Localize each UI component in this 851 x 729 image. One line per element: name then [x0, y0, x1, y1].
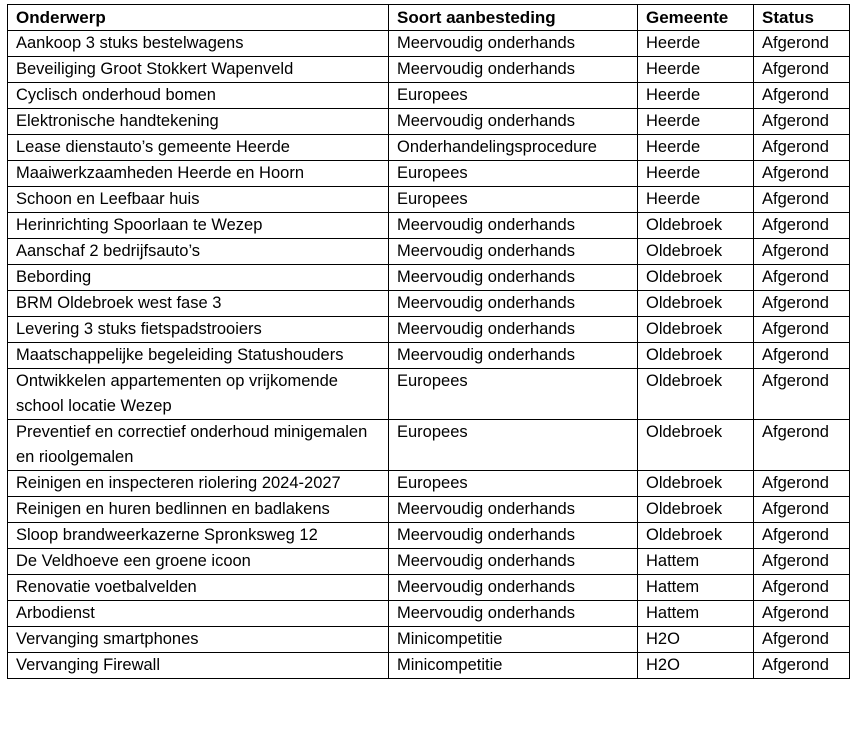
- cell-status: Afgerond: [754, 549, 850, 575]
- table-row: [8, 317, 850, 343]
- cell-status: Afgerond: [754, 575, 850, 601]
- table-row: [8, 601, 850, 627]
- cell-status: Afgerond: [754, 420, 850, 471]
- table-row: [8, 343, 850, 369]
- cell-soort-aanbesteding: Meervoudig onderhands: [389, 291, 638, 317]
- cell-status: Afgerond: [754, 187, 850, 213]
- table-header: [8, 5, 850, 31]
- cell-soort-aanbesteding: Meervoudig onderhands: [389, 575, 638, 601]
- cell-onderwerp: Renovatie voetbalvelden: [8, 575, 389, 601]
- cell-status: Afgerond: [754, 135, 850, 161]
- cell-onderwerp: Vervanging Firewall: [8, 653, 389, 679]
- cell-soort-aanbesteding: Europees: [389, 369, 638, 420]
- table-row: [8, 109, 850, 135]
- table-header-row: [8, 5, 850, 31]
- table-row: [8, 653, 850, 679]
- cell-status: Afgerond: [754, 83, 850, 109]
- table-row: [8, 627, 850, 653]
- cell-gemeente: Hattem: [638, 575, 754, 601]
- table-row: [8, 471, 850, 497]
- cell-gemeente: Oldebroek: [638, 523, 754, 549]
- cell-onderwerp: Beveiliging Groot Stokkert Wapenveld: [8, 57, 389, 83]
- cell-status: Afgerond: [754, 471, 850, 497]
- cell-onderwerp: Bebording: [8, 265, 389, 291]
- cell-gemeente: Oldebroek: [638, 291, 754, 317]
- table-row: [8, 549, 850, 575]
- cell-onderwerp: Lease dienstauto’s gemeente Heerde: [8, 135, 389, 161]
- cell-onderwerp: Reinigen en huren bedlinnen en badlakens: [8, 497, 389, 523]
- cell-status: Afgerond: [754, 523, 850, 549]
- cell-soort-aanbesteding: Meervoudig onderhands: [389, 213, 638, 239]
- cell-gemeente: Oldebroek: [638, 213, 754, 239]
- cell-soort-aanbesteding: Europees: [389, 83, 638, 109]
- cell-gemeente: Oldebroek: [638, 265, 754, 291]
- cell-onderwerp: Schoon en Leefbaar huis: [8, 187, 389, 213]
- cell-gemeente: Oldebroek: [638, 497, 754, 523]
- cell-onderwerp: Cyclisch onderhoud bomen: [8, 83, 389, 109]
- cell-status: Afgerond: [754, 161, 850, 187]
- cell-onderwerp: Levering 3 stuks fietspadstrooiers: [8, 317, 389, 343]
- cell-gemeente: H2O: [638, 627, 754, 653]
- cell-onderwerp: De Veldhoeve een groene icoon: [8, 549, 389, 575]
- cell-soort-aanbesteding: Onderhandelingsprocedure: [389, 135, 638, 161]
- table-row: [8, 239, 850, 265]
- table-row: [8, 291, 850, 317]
- cell-gemeente: Hattem: [638, 601, 754, 627]
- cell-status: Afgerond: [754, 239, 850, 265]
- cell-onderwerp: Arbodienst: [8, 601, 389, 627]
- cell-soort-aanbesteding: Meervoudig onderhands: [389, 343, 638, 369]
- cell-soort-aanbesteding: Meervoudig onderhands: [389, 601, 638, 627]
- table-row: [8, 420, 850, 471]
- cell-status: Afgerond: [754, 291, 850, 317]
- cell-soort-aanbesteding: Minicompetitie: [389, 653, 638, 679]
- cell-soort-aanbesteding: Minicompetitie: [389, 627, 638, 653]
- cell-soort-aanbesteding: Meervoudig onderhands: [389, 523, 638, 549]
- table-row: [8, 83, 850, 109]
- cell-gemeente: Heerde: [638, 187, 754, 213]
- cell-gemeente: Heerde: [638, 31, 754, 57]
- cell-status: Afgerond: [754, 369, 850, 420]
- cell-soort-aanbesteding: Meervoudig onderhands: [389, 57, 638, 83]
- cell-onderwerp: Ontwikkelen appartementen op vrijkomende school locatie Wezep: [8, 369, 389, 420]
- table-row: [8, 497, 850, 523]
- table-row: [8, 369, 850, 420]
- cell-onderwerp: BRM Oldebroek west fase 3: [8, 291, 389, 317]
- cell-status: Afgerond: [754, 109, 850, 135]
- cell-status: Afgerond: [754, 343, 850, 369]
- cell-onderwerp: Maatschappelijke begeleiding Statushouders: [8, 343, 389, 369]
- cell-gemeente: H2O: [638, 653, 754, 679]
- cell-gemeente: Oldebroek: [638, 239, 754, 265]
- cell-soort-aanbesteding: Meervoudig onderhands: [389, 265, 638, 291]
- cell-soort-aanbesteding: Meervoudig onderhands: [389, 109, 638, 135]
- table-row: [8, 265, 850, 291]
- cell-gemeente: Heerde: [638, 135, 754, 161]
- cell-onderwerp: Aanschaf 2 bedrijfsauto’s: [8, 239, 389, 265]
- cell-gemeente: Oldebroek: [638, 420, 754, 471]
- cell-gemeente: Heerde: [638, 83, 754, 109]
- cell-onderwerp: Maaiwerkzaamheden Heerde en Hoorn: [8, 161, 389, 187]
- cell-gemeente: Heerde: [638, 109, 754, 135]
- header-gemeente: Gemeente: [638, 5, 754, 31]
- cell-status: Afgerond: [754, 31, 850, 57]
- header-soort-aanbesteding: Soort aanbesteding: [389, 5, 638, 31]
- cell-status: Afgerond: [754, 653, 850, 679]
- cell-soort-aanbesteding: Europees: [389, 471, 638, 497]
- table-row: [8, 575, 850, 601]
- table-row: [8, 523, 850, 549]
- cell-gemeente: Heerde: [638, 161, 754, 187]
- cell-status: Afgerond: [754, 601, 850, 627]
- cell-soort-aanbesteding: Europees: [389, 161, 638, 187]
- cell-onderwerp: Preventief en correctief onderhoud minigemalen en rioolgemalen: [8, 420, 389, 471]
- cell-soort-aanbesteding: Meervoudig onderhands: [389, 549, 638, 575]
- cell-soort-aanbesteding: Meervoudig onderhands: [389, 317, 638, 343]
- cell-gemeente: Oldebroek: [638, 471, 754, 497]
- table-row: [8, 213, 850, 239]
- cell-onderwerp: Vervanging smartphones: [8, 627, 389, 653]
- table-body: [8, 31, 850, 679]
- tenders-table: [7, 4, 850, 679]
- cell-soort-aanbesteding: Europees: [389, 187, 638, 213]
- cell-gemeente: Oldebroek: [638, 343, 754, 369]
- header-onderwerp: Onderwerp: [8, 5, 389, 31]
- cell-gemeente: Heerde: [638, 57, 754, 83]
- table-row: [8, 135, 850, 161]
- cell-soort-aanbesteding: Meervoudig onderhands: [389, 239, 638, 265]
- cell-soort-aanbesteding: Meervoudig onderhands: [389, 31, 638, 57]
- cell-soort-aanbesteding: Europees: [389, 420, 638, 471]
- cell-status: Afgerond: [754, 57, 850, 83]
- cell-gemeente: Oldebroek: [638, 369, 754, 420]
- cell-status: Afgerond: [754, 213, 850, 239]
- cell-gemeente: Hattem: [638, 549, 754, 575]
- cell-status: Afgerond: [754, 497, 850, 523]
- table-row: [8, 161, 850, 187]
- cell-gemeente: Oldebroek: [638, 317, 754, 343]
- cell-soort-aanbesteding: Meervoudig onderhands: [389, 497, 638, 523]
- table-row: [8, 57, 850, 83]
- cell-status: Afgerond: [754, 265, 850, 291]
- cell-status: Afgerond: [754, 627, 850, 653]
- table-row: [8, 31, 850, 57]
- cell-onderwerp: Reinigen en inspecteren riolering 2024-2027: [8, 471, 389, 497]
- cell-onderwerp: Aankoop 3 stuks bestelwagens: [8, 31, 389, 57]
- cell-status: Afgerond: [754, 317, 850, 343]
- cell-onderwerp: Sloop brandweerkazerne Spronksweg 12: [8, 523, 389, 549]
- header-status: Status: [754, 5, 850, 31]
- table-row: [8, 187, 850, 213]
- cell-onderwerp: Elektronische handtekening: [8, 109, 389, 135]
- cell-onderwerp: Herinrichting Spoorlaan te Wezep: [8, 213, 389, 239]
